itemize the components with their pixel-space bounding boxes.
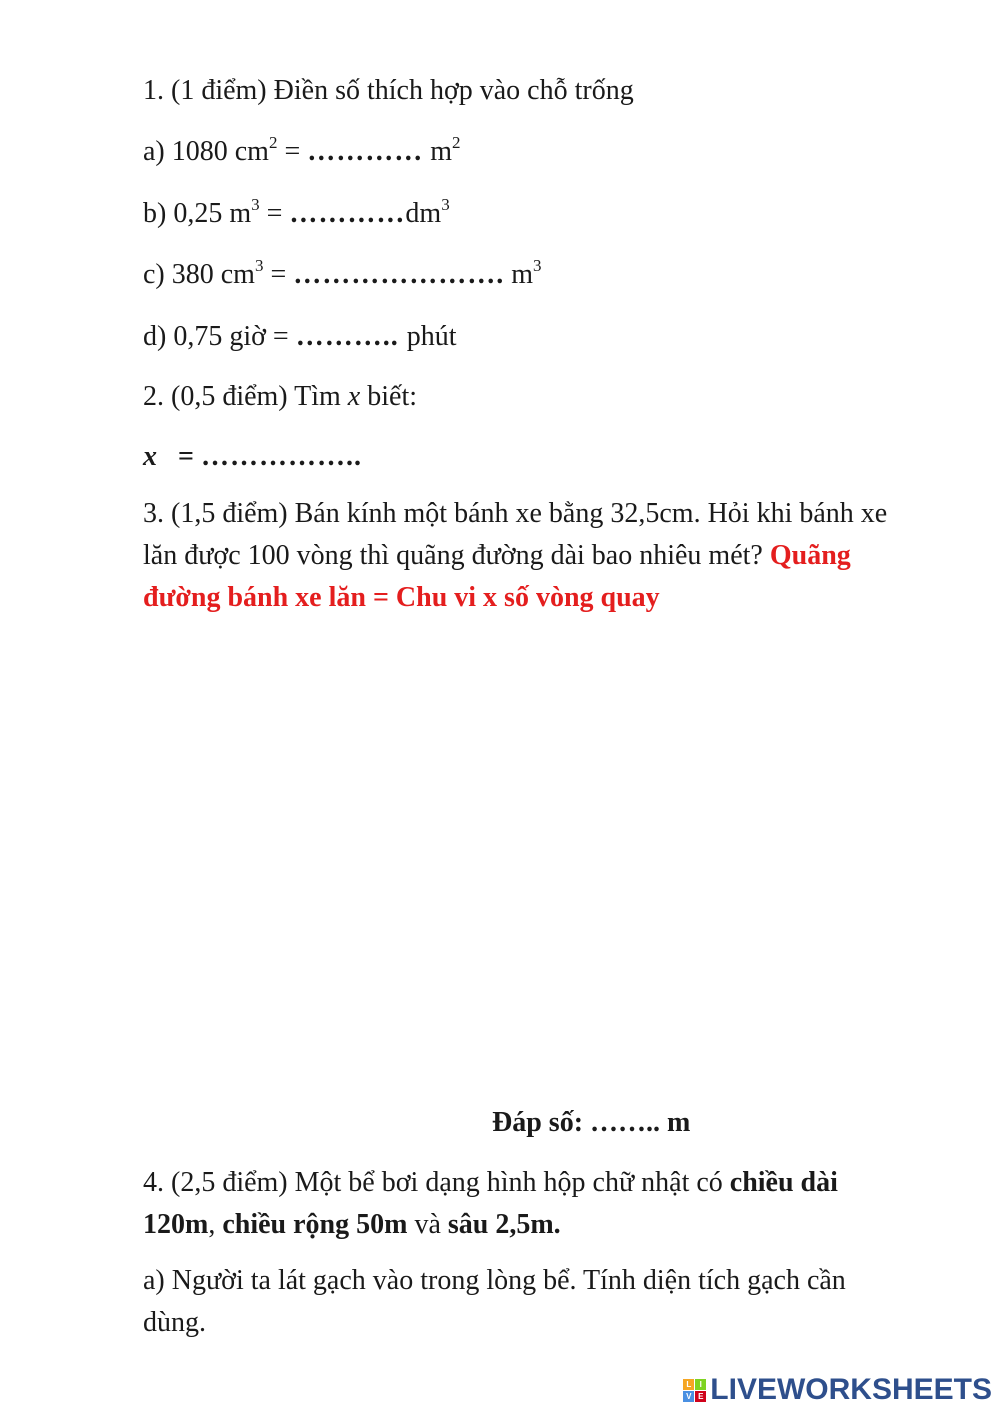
q2-answer-blank[interactable]: ……………..	[200, 441, 362, 472]
q1-c-blank[interactable]: ………………….	[293, 259, 505, 290]
q1-a-exp1: 2	[268, 132, 278, 152]
q1-a-eq: =	[277, 136, 308, 167]
q1-a-unit: m	[423, 136, 453, 167]
q1-a	[143, 131, 461, 173]
q3-answer-unit: m	[660, 1107, 691, 1138]
q2-answer-eq: =	[157, 441, 201, 472]
q1-a-blank[interactable]: …………	[307, 136, 424, 167]
liveworksheets-text: LIVEWORKSHEETS	[710, 1373, 992, 1406]
liveworksheets-watermark	[683, 1373, 992, 1407]
q1-b-prefix: b) 0,25 m	[143, 198, 252, 229]
q1-b-eq: =	[259, 198, 290, 229]
q1-d-prefix: d) 0,75 giờ =	[143, 321, 296, 352]
q1-a-exp2: 2	[452, 132, 461, 152]
q3-text	[143, 493, 913, 619]
q1-title: 1. (1 điểm) Điền số thích hợp vào chỗ trống	[143, 75, 634, 106]
q3-answer	[492, 1102, 690, 1144]
q3-question: 3. (1,5 điểm) Bán kính một bánh xe bằng 32,5cm. Hỏi khi bánh xe lăn được 100 vòng thì quãng đường dài bao nhiêu mét?	[143, 498, 888, 571]
logo-letter: I	[695, 1379, 706, 1390]
q1-d-blank[interactable]: ………..	[295, 321, 407, 352]
q1-b	[143, 193, 450, 235]
q1-b-blank[interactable]: …………	[289, 198, 406, 229]
q1-d-unit: phút	[406, 321, 457, 352]
q2-title-prefix: 2. (0,5 điểm) Tìm	[143, 381, 348, 412]
logo-letter: V	[683, 1391, 694, 1402]
q1-a-prefix: a) 1080 cm	[143, 136, 269, 167]
q4-sep2: và	[407, 1209, 448, 1240]
q1-c	[143, 254, 542, 296]
q2-answer	[143, 436, 362, 478]
q2-title	[143, 376, 417, 418]
q2-answer-var: x	[143, 441, 157, 472]
q1-b-unit: dm	[405, 198, 442, 229]
q4-a: a) Người ta lát gạch vào trong lòng bể. Tính diện tích gạch cần dùng.	[143, 1265, 846, 1338]
q4-sep1: ,	[208, 1209, 223, 1240]
q1-d	[143, 316, 456, 358]
q1-b-exp2: 3	[441, 194, 450, 214]
q1-c-exp1: 3	[254, 255, 264, 275]
q1-b-exp1: 3	[251, 194, 260, 214]
logo-letter: L	[683, 1379, 694, 1390]
q2-title-suffix: biết:	[360, 381, 417, 412]
q1-c-eq: =	[263, 259, 294, 290]
q1-c-exp2: 3	[533, 255, 542, 275]
q3-answer-label[interactable]: Đáp số: ……..	[492, 1107, 661, 1138]
liveworksheets-logo-icon	[683, 1379, 706, 1402]
q4-text	[143, 1162, 913, 1246]
logo-letter: E	[695, 1391, 706, 1402]
q1-c-prefix: c) 380 cm	[143, 259, 255, 290]
q1-c-unit: m	[504, 259, 534, 290]
q3-hint: Quãng đường bánh xe lăn = Chu vi x số vòng quay	[143, 540, 851, 613]
q2-var: x	[347, 381, 361, 412]
q4-depth: sâu 2,5m.	[447, 1209, 561, 1240]
q4-length: chiều dài 120m	[143, 1167, 838, 1240]
q4-prefix: 4. (2,5 điểm) Một bể bơi dạng hình hộp chữ nhật có	[143, 1167, 730, 1198]
q4-width: chiều rộng 50m	[222, 1209, 408, 1240]
